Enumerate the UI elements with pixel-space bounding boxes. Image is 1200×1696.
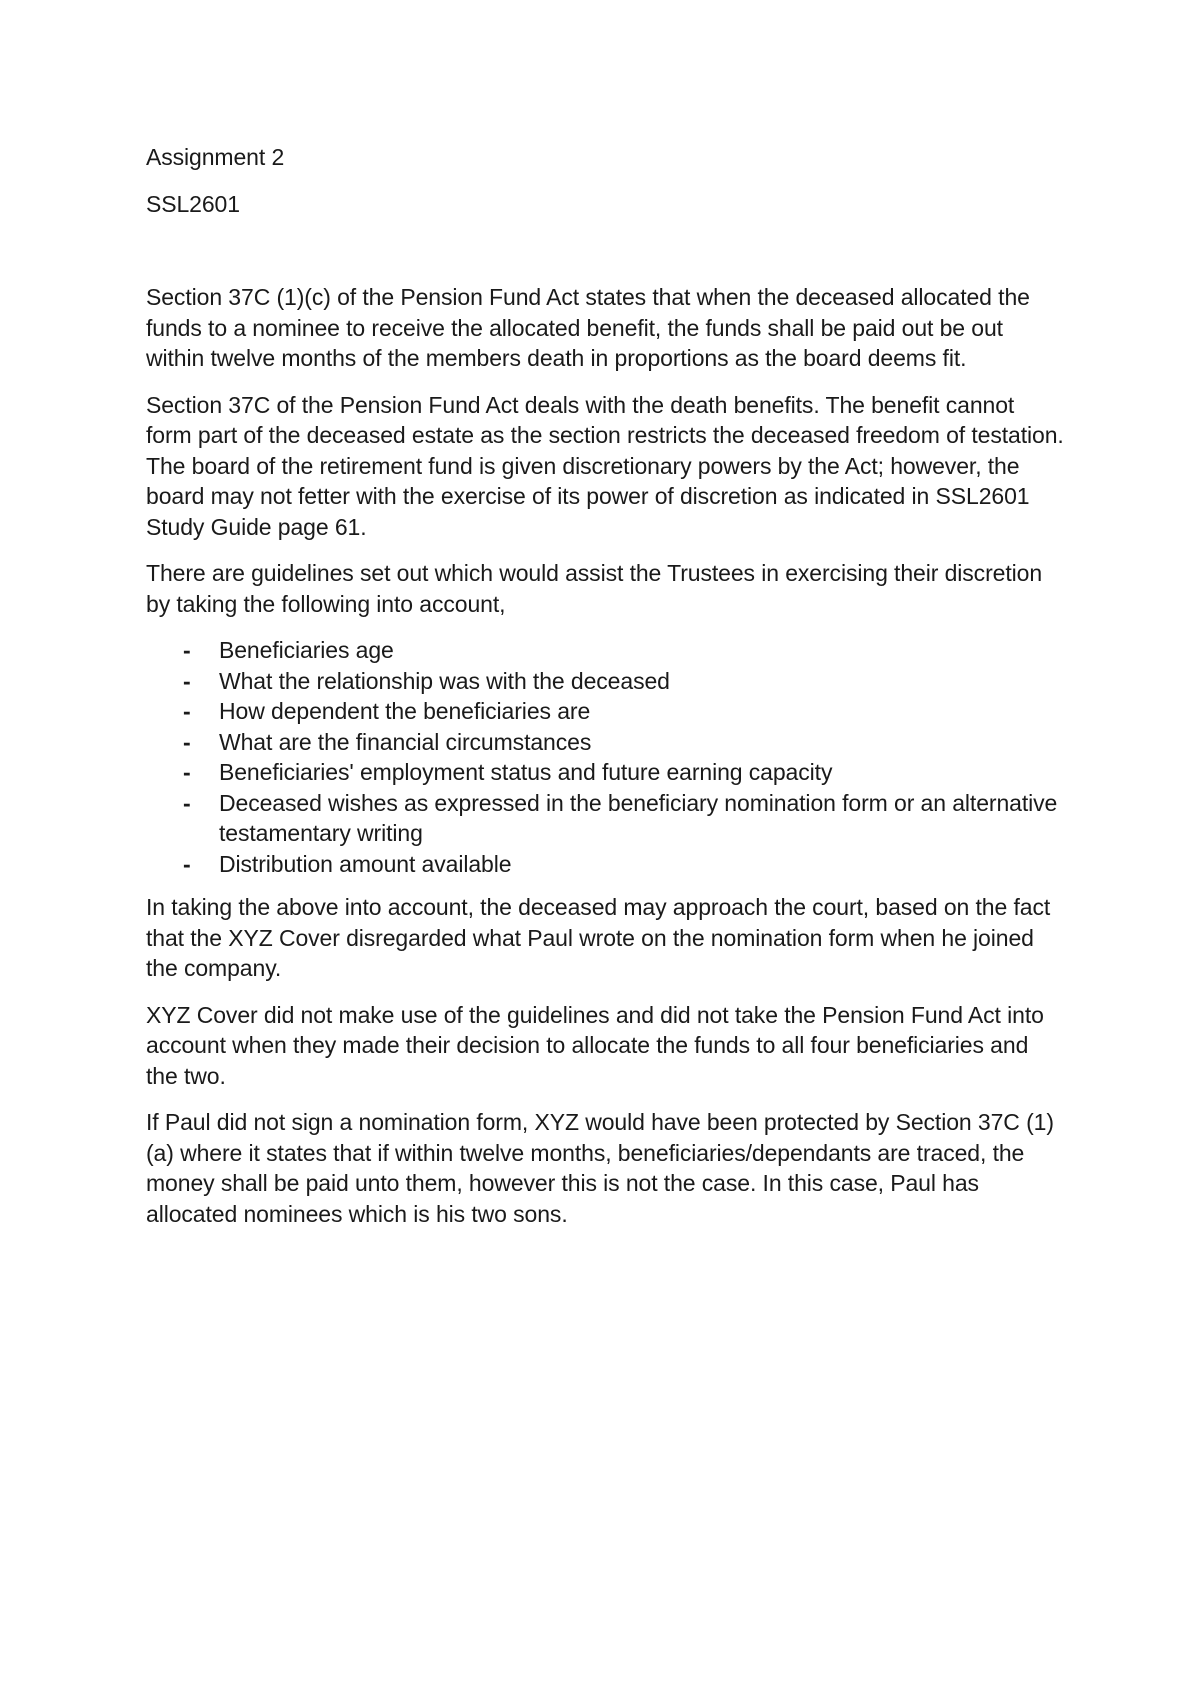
list-item-text: Beneficiaries age xyxy=(219,637,394,663)
list-item-text: How dependent the beneficiaries are xyxy=(219,698,591,724)
dash-bullet-icon: - xyxy=(183,789,191,816)
list-item xyxy=(146,757,1066,788)
list-item-text: What are the financial circumstances xyxy=(219,728,592,755)
list-item-text: Deceased wishes as expressed in the beneficiary nomination form or an alternative testamentary writing xyxy=(219,789,1058,846)
dash-bullet-icon: - xyxy=(183,759,191,785)
list-item xyxy=(146,727,1066,758)
list-item-text: What the relationship was with the deceased xyxy=(219,667,670,694)
document-title: Assignment 2 xyxy=(146,144,285,170)
dash-bullet-icon: - xyxy=(183,698,191,724)
dash-bullet-icon: - xyxy=(183,850,191,877)
dash-bullet-icon: - xyxy=(183,728,191,755)
dash-bullet-icon: - xyxy=(183,667,191,694)
list-item xyxy=(146,696,1066,727)
paragraph-section-37c-1c: Section 37C (1)(c) of the Pension Fund Act states that when the deceased allocated the funds to a nominee to receive the allocated benefit, the funds shall be paid out be out within twelve months of the members death in proportions as the board deems fit. xyxy=(146,284,1030,371)
course-code: SSL2601 xyxy=(146,190,240,217)
guidelines-list xyxy=(146,635,1066,879)
paragraph-death-benefits: Section 37C of the Pension Fund Act deals with the death benefits. The benefit cannot form part of the deceased estate as the section restricts the deceased freedom of testation. The board of the retirement fund is given discretionary powers by the Act; however, the board may not fetter with the exercise of its power of discretion as indicated in SSL2601 Study Guide page 61. xyxy=(146,391,1064,540)
list-item xyxy=(146,635,1066,666)
paragraph-xyz-cover-guidelines: XYZ Cover did not make use of the guidelines and did not take the Pension Fund Act into account when they made their decision to allocate the funds to all four beneficiaries and the two. xyxy=(146,1001,1044,1089)
list-item xyxy=(146,788,1066,849)
paragraph-guidelines-intro: There are guidelines set out which would assist the Trustees in exercising their discretion by taking the following into account, xyxy=(146,560,1043,617)
list-item-text: Distribution amount available xyxy=(219,850,512,877)
paragraph-section-37c-1a: If Paul did not sign a nomination form, XYZ would have been protected by Section 37C (1)(a) where it states that if within twelve months, beneficiaries/dependants are traced, the money shall be paid unto them, however this is not the case. In this case, Paul has allocated nominees which is his two sons. xyxy=(146,1109,1054,1227)
list-item-text: Beneficiaries' employment status and future earning capacity xyxy=(219,759,833,785)
paragraph-court-approach: In taking the above into account, the deceased may approach the court, based on the fact that the XYZ Cover disregarded what Paul wrote on the nomination form when he joined the company. xyxy=(146,894,1051,981)
dash-bullet-icon: - xyxy=(183,637,191,663)
list-item xyxy=(146,849,1066,880)
list-item xyxy=(146,666,1066,697)
document-body xyxy=(146,142,1066,1245)
